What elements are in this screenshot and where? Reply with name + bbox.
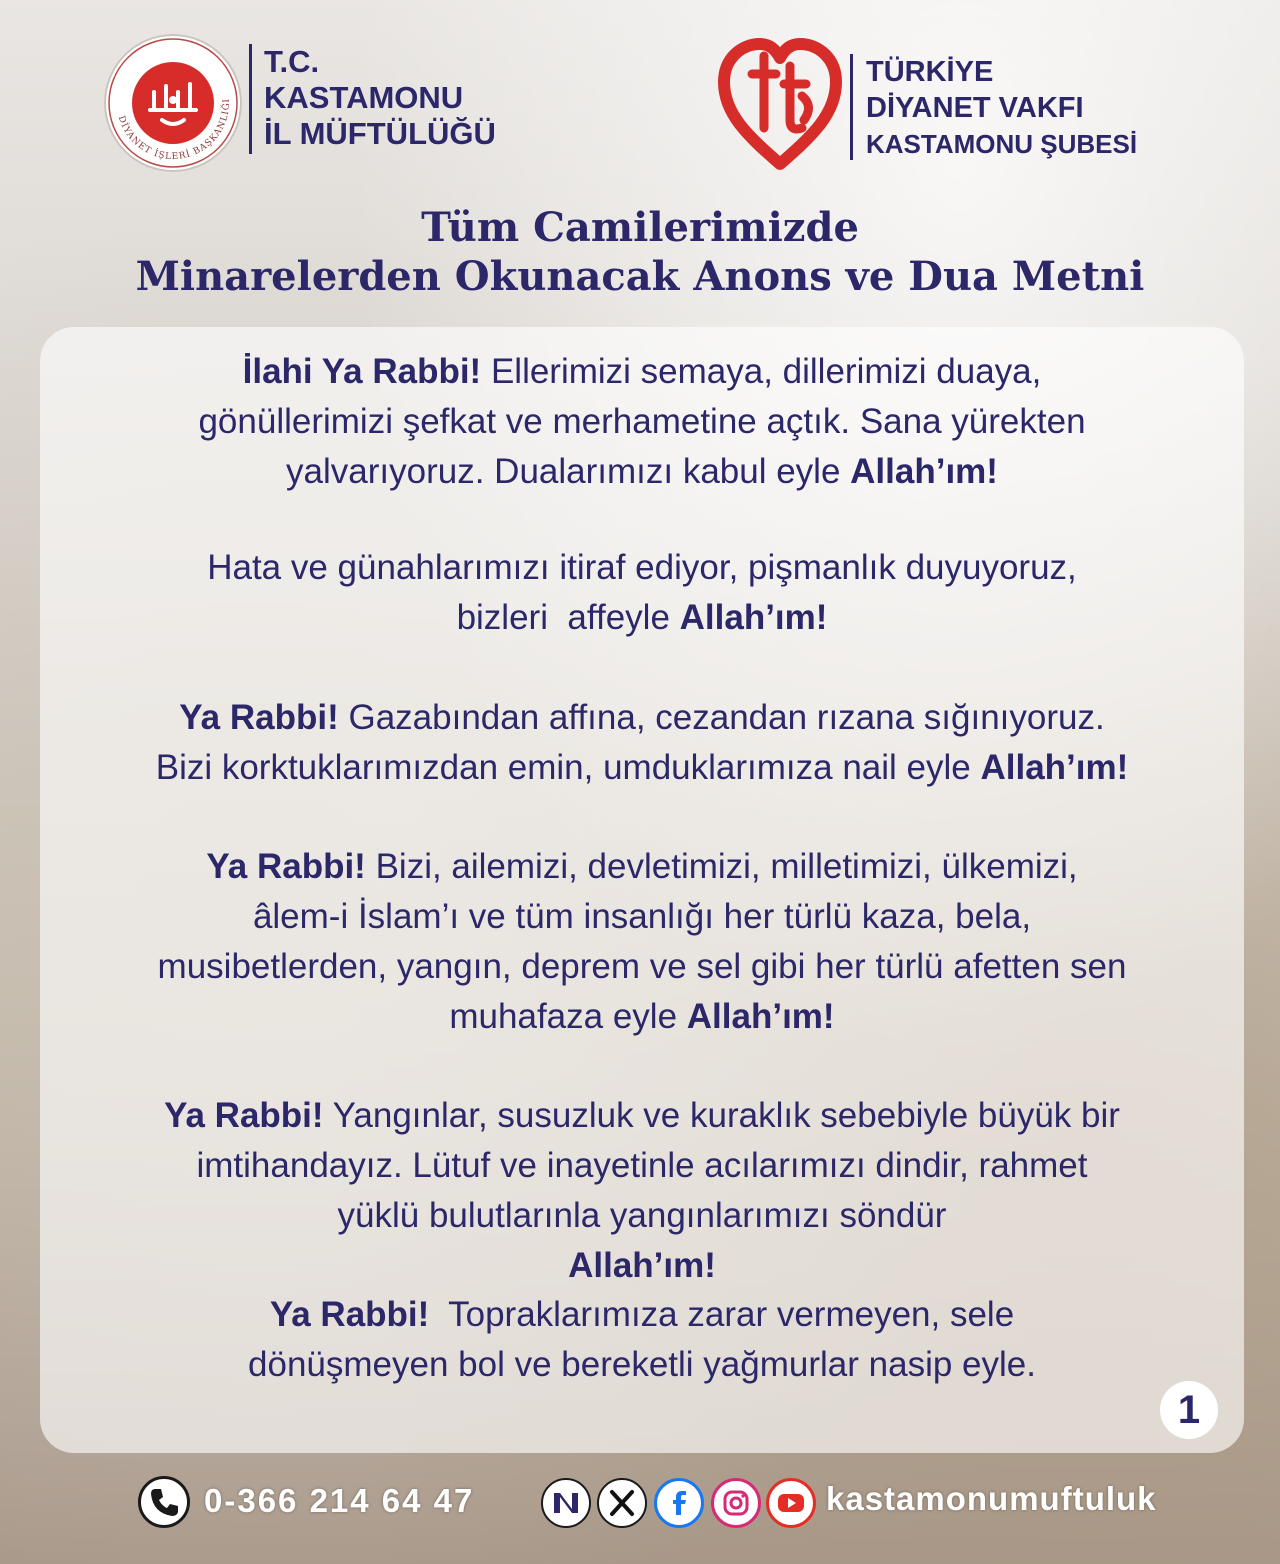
text: Bizi, ailemizi, devletimizi, milletimizi, ülkemizi, — [365, 847, 1078, 886]
diyanet-seal-logo — [104, 34, 242, 172]
emphasis: Ya Rabbi! — [164, 1096, 324, 1135]
emphasis: Allah’ım! — [679, 598, 828, 637]
org-line-3: İL MÜFTÜLÜĞÜ — [264, 116, 496, 151]
prayer-paragraph-1 — [40, 347, 1244, 497]
text: gönüllerimizi şefkat ve merhametine açtık. Sana yürekten — [198, 402, 1086, 441]
footer — [0, 1468, 1280, 1548]
text: musibetlerden, yangın, deprem ve sel gibi her türlü afetten sen — [157, 947, 1127, 986]
text: Gazabından affına, cezandan rızana sığınıyoruz. — [338, 698, 1105, 737]
text: yüklü bulutlarınla yangınlarımızı söndür — [337, 1196, 947, 1235]
text: bizleri affeyle — [456, 598, 680, 637]
emphasis: Allah’ım! — [568, 1246, 716, 1285]
text: âlem-i İslam’ı ve tüm insanlığı her türlü kaza, bela, — [252, 897, 1032, 936]
page-number-badge: 1 — [1160, 1381, 1218, 1439]
prayer-paragraph-3 — [40, 693, 1244, 793]
seal-calligraphy-icon — [132, 62, 214, 144]
prayer-paragraph-5 — [40, 1091, 1244, 1291]
text: Hata ve günahlarımızı itiraf ediyor, pişmanlık duyuyoruz, — [207, 548, 1077, 587]
seal-emblem — [132, 62, 214, 144]
header — [0, 0, 1280, 190]
org-line-1: T.C. — [264, 44, 320, 79]
phone-number[interactable]: 0-366 214 64 47 — [204, 1482, 475, 1519]
text: Yangınlar, susuzluk ve kuraklık sebebiyle büyük bir — [323, 1096, 1120, 1135]
text: dönüşmeyen bol ve bereketli yağmurlar nasip eyle. — [248, 1345, 1036, 1384]
emphasis: Allah’ım! — [686, 997, 835, 1036]
tdv-heart-logo — [718, 36, 842, 170]
x-icon[interactable] — [597, 1478, 647, 1528]
emphasis: Allah’ım! — [980, 748, 1129, 787]
emphasis: Ya Rabbi! — [206, 847, 366, 886]
page-title-line-1: Tüm Camilerimizde — [421, 204, 859, 251]
divider-right — [850, 54, 853, 160]
org-line-2: DİYANET VAKFI — [866, 92, 1084, 124]
emphasis: Ya Rabbi! — [179, 698, 339, 737]
text: Topraklarımıza zarar vermeyen, sele — [429, 1295, 1015, 1334]
page-title-line-2: Minarelerden Okunacak Anons ve Dua Metni — [135, 253, 1145, 300]
text: muhafaza eyle — [449, 997, 687, 1036]
foundation-name — [866, 54, 1137, 162]
svg-text:DİYANET İŞLERİ BAŞKANLIĞI: DİYANET İŞLERİ BAŞKANLIĞI — [115, 97, 233, 163]
divider-left — [249, 44, 252, 154]
phone-icon — [138, 1476, 190, 1528]
nsosyal-icon[interactable] — [541, 1478, 591, 1528]
emphasis: İlahi Ya Rabbi! — [242, 352, 482, 391]
emphasis: Ya Rabbi! — [269, 1295, 430, 1334]
facebook-icon[interactable] — [654, 1478, 704, 1528]
prayer-paragraph-4 — [40, 842, 1244, 1042]
text: yalvarıyoruz. Dualarımızı kabul eyle — [286, 452, 851, 491]
prayer-text-panel — [40, 327, 1244, 1453]
social-handle[interactable]: kastamonumuftuluk — [826, 1480, 1157, 1517]
instagram-icon[interactable] — [711, 1478, 761, 1528]
org-line-1: TÜRKİYE — [866, 56, 994, 88]
org-line-2: KASTAMONU — [264, 80, 464, 115]
mufti-office-name — [264, 44, 496, 152]
text: Bizi korktuklarımızdan emin, umduklarımıza nail eyle — [155, 748, 981, 787]
prayer-paragraph-6 — [40, 1290, 1244, 1390]
prayer-paragraph-2 — [40, 543, 1244, 643]
org-line-3: KASTAMONU ŞUBESİ — [866, 129, 1138, 159]
text: Ellerimizi semaya, dillerimizi duaya, — [481, 352, 1042, 391]
emphasis: Allah’ım! — [850, 452, 998, 491]
text: imtihandayız. Lütuf ve inayetinle acılarımızı dindir, rahmet — [196, 1146, 1088, 1185]
youtube-icon[interactable] — [766, 1478, 816, 1528]
